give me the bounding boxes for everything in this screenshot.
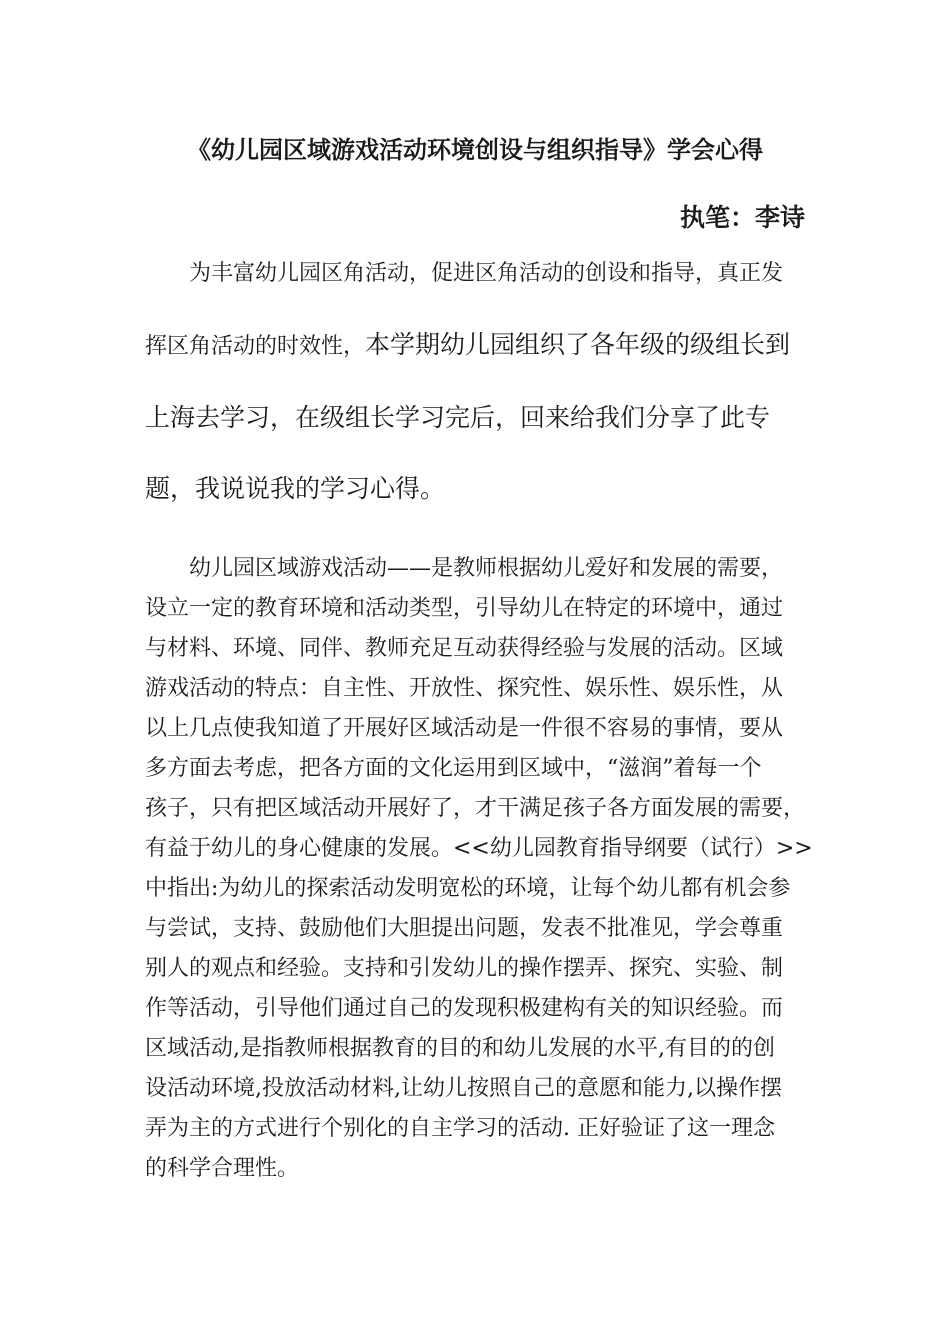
paragraph-body-line: 与尝试，支持、鼓励他们大胆提出问题，发表不批准见，学会尊重	[145, 916, 784, 941]
paragraph-body-line: 作等活动，引导他们通过自己的发现积极建构有关的知识经验。而	[145, 996, 784, 1021]
paragraph-body-line: 区域活动,是指教师根据教育的目的和幼儿发展的水平,有目的的创	[145, 1036, 775, 1061]
paragraph-intro-line-1: 为丰富幼儿园区角活动，促进区角活动的创设和指导，真正发	[189, 261, 784, 286]
paragraph-body-line: 孩子，只有把区域活动开展好了，才干满足孩子各方面发展的需要，	[145, 796, 806, 821]
paragraph-intro-line-2	[145, 323, 805, 369]
paragraph-intro-line-4: 题，我说说我的学习心得。	[145, 474, 446, 503]
document-title: 《幼儿园区域游戏活动环境创设与组织指导》学会心得	[187, 135, 763, 164]
paragraph-body-line: 游戏活动的特点：自主性、开放性、探究性、娱乐性、娱乐性，从	[145, 676, 784, 701]
paragraph-body-line: 中指出:为幼儿的探索活动发明宽松的环境，让每个幼儿都有机会参	[145, 876, 791, 901]
paragraph-body-line: 设活动环境,投放活动材料,让幼儿按照自己的意愿和能力,以操作摆	[145, 1076, 782, 1101]
paragraph-intro-line-2-part-1: 挥区角活动的时效性，	[145, 334, 366, 359]
paragraph-body-line: 设立一定的教育环境和活动类型，引导幼儿在特定的环境中，通过	[145, 596, 784, 621]
paragraph-intro	[145, 252, 805, 511]
paragraph-body	[145, 549, 813, 1189]
paragraph-intro-line-2-part-2: 本学期幼儿园组织了各年级的级组长到	[365, 330, 791, 359]
paragraph-body-line: 幼儿园区域游戏活动——是教师根据幼儿爱好和发展的需要，	[189, 556, 784, 581]
author-line: 执笔：李诗	[679, 203, 805, 232]
paragraph-intro-line-3: 上海去学习，在级组长学习完后，回来给我们分享了此专	[145, 403, 771, 432]
paragraph-body-line: 以上几点使我知道了开展好区域活动是一件很不容易的事情，要从	[145, 716, 784, 741]
paragraph-body-line: 多方面去考虑，把各方面的文化运用到区域中，“滋润”着每一个	[145, 756, 762, 781]
paragraph-body-line: 弄为主的方式进行个别化的自主学习的活动. 正好验证了这一理念	[145, 1116, 775, 1141]
paragraph-body-line: 的科学合理性。	[145, 1156, 300, 1181]
paragraph-body-line: 与材料、环境、同伴、教师充足互动获得经验与发展的活动。区域	[145, 636, 784, 661]
paragraph-body-line: 别人的观点和经验。支持和引发幼儿的操作摆弄、探究、实验、制	[145, 956, 784, 981]
paragraph-body-line: 有益于幼儿的身心健康的发展。<<幼儿园教育指导纲要（试行）>>	[145, 836, 813, 861]
